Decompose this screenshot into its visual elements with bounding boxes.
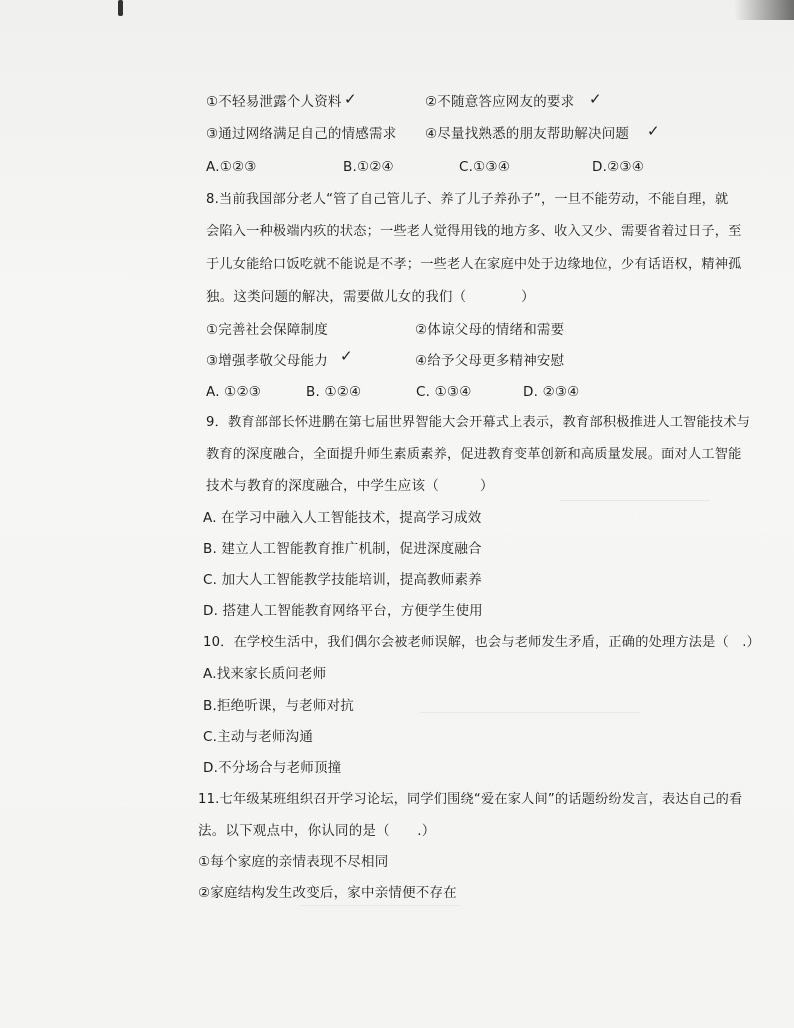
q9-stem-line-2: 教育的深度融合，全面提升师生素质素养，促进教育变革创新和高质量发展。面对人工智能 bbox=[206, 447, 742, 462]
q7-option-1: ①不轻易泄露个人资料 bbox=[206, 94, 342, 110]
q11-stem-line-1: 11.七年级某班组织召开学习论坛，同学们围绕“爱在家人间”的话题纷纷发言，表达自己的看 bbox=[198, 792, 743, 807]
q10-option-d: D.不分场合与老师顶撞 bbox=[203, 760, 342, 776]
q8-stem-line-2: 会陷入一种极端内疚的状态；一些老人觉得用钱的地方多、收入又少、需要省着过日子，至 bbox=[206, 224, 742, 239]
q11-option-1: ①每个家庭的亲情表现不尽相同 bbox=[198, 854, 389, 870]
q8-stem-line-4: 独。这类问题的解决，需要做儿女的我们（ ） bbox=[206, 289, 535, 305]
q7-check-mark-2: ✓ bbox=[589, 90, 602, 108]
q8-choice-a: A. ①②③ bbox=[206, 384, 262, 400]
q10-option-b: B.拒绝听课，与老师对抗 bbox=[203, 698, 354, 714]
q7-option-3: ③通过网络满足自己的情感需求 bbox=[206, 126, 397, 142]
q9-stem-line-1: 9．教育部部长怀进鹏在第七届世界智能大会开幕式上表示，教育部积极推进人工智能技术与 bbox=[206, 415, 751, 430]
q7-choice-b: B.①②④ bbox=[343, 159, 394, 175]
q10-stem: 10．在学校生活中，我们偶尔会被老师误解，也会与老师发生矛盾，正确的处理方法是（ .） bbox=[203, 635, 761, 650]
q8-check-mark-3: ✓ bbox=[340, 347, 353, 365]
q11-option-2: ②家庭结构发生改变后，家中亲情便不存在 bbox=[198, 885, 457, 901]
q7-choice-d: D.②③④ bbox=[592, 159, 644, 175]
q7-choice-c: C.①③④ bbox=[459, 159, 511, 175]
q11-stem-line-2: 法。以下观点中，你认同的是（ .） bbox=[198, 823, 436, 839]
q8-option-1: ①完善社会保障制度 bbox=[206, 322, 328, 338]
q7-option-2: ②不随意答应网友的要求 bbox=[425, 94, 575, 110]
q8-choice-c: C. ①③④ bbox=[416, 384, 472, 400]
q9-stem-line-3: 技术与教育的深度融合，中学生应该（ ） bbox=[206, 478, 494, 494]
q7-check-mark-1: ✓ bbox=[344, 90, 357, 108]
scan-noise bbox=[300, 905, 460, 906]
q10-option-c: C.主动与老师沟通 bbox=[203, 729, 314, 745]
q8-option-4: ④给予父母更多精神安慰 bbox=[415, 353, 565, 369]
q9-option-c: C. 加大人工智能教学技能培训，提高教师素养 bbox=[203, 572, 482, 588]
scan-mark bbox=[118, 0, 123, 16]
scan-noise bbox=[560, 500, 710, 501]
q7-choice-a: A.①②③ bbox=[206, 159, 257, 175]
q7-option-4: ④尽量找熟悉的朋友帮助解决问题 bbox=[425, 126, 630, 142]
scan-noise bbox=[420, 712, 640, 713]
q8-stem-line-3: 于儿女能给口饭吃就不能说是不孝；一些老人在家庭中处于边缘地位，少有话语权，精神孤 bbox=[206, 257, 742, 272]
q8-option-3: ③增强孝敬父母能力 bbox=[206, 353, 328, 369]
q8-option-2: ②体谅父母的情绪和需要 bbox=[415, 322, 565, 338]
q7-check-mark-4: ✓ bbox=[647, 122, 660, 140]
q9-option-d: D. 搭建人工智能教育网络平台，方便学生使用 bbox=[203, 603, 483, 619]
q8-stem-line-1: 8.当前我国部分老人“管了自己管儿子、养了儿子养孙子”，一旦不能劳动，不能自理，就 bbox=[206, 192, 729, 207]
q8-choice-b: B. ①②④ bbox=[306, 384, 362, 400]
q9-option-b: B. 建立人工智能教育推广机制，促进深度融合 bbox=[203, 541, 482, 557]
q9-option-a: A. 在学习中融入人工智能技术，提高学习成效 bbox=[203, 510, 482, 526]
scan-corner-shadow bbox=[734, 0, 794, 20]
q8-choice-d: D. ②③④ bbox=[523, 384, 580, 400]
q10-option-a: A.找来家长质问老师 bbox=[203, 666, 327, 682]
